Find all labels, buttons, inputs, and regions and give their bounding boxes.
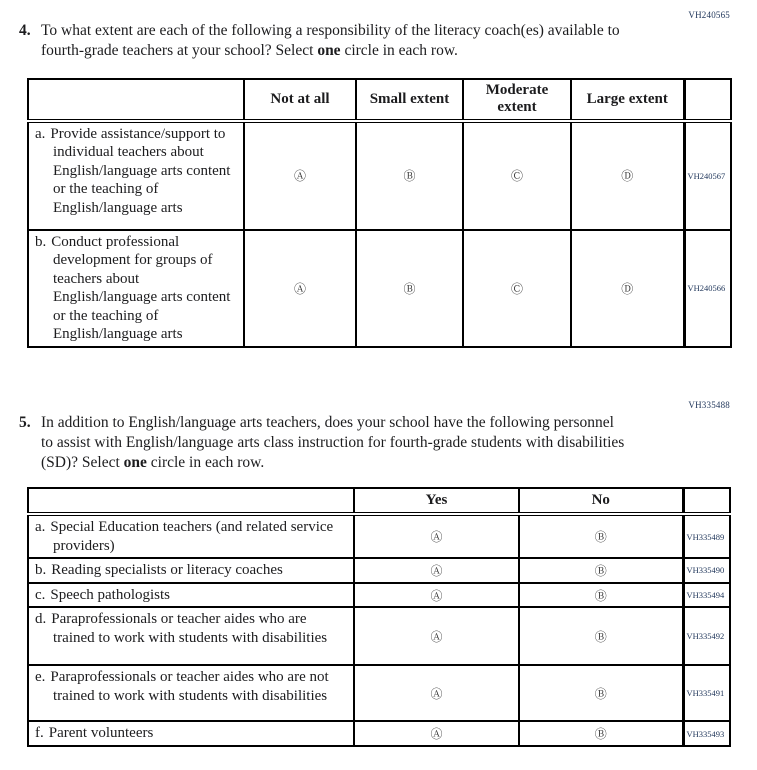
code-column-header	[684, 79, 731, 121]
question5-header-row	[28, 488, 730, 514]
row-label-text: Paraprofessionals or teacher aides who are trained to work with students with disabilities	[51, 611, 328, 646]
row-accession-code: VH335493	[683, 721, 730, 746]
row-label	[28, 121, 244, 230]
row-letter: d.	[35, 611, 47, 628]
row-label-text: Speech pathologists	[50, 586, 170, 603]
row-letter: b.	[35, 562, 47, 579]
row-accession-code: VH335491	[683, 665, 730, 721]
q5e-circle-yes[interactable]: Ⓐ	[354, 665, 519, 721]
q5f-circle-yes[interactable]: Ⓐ	[354, 721, 519, 746]
question4-row-a	[28, 121, 731, 230]
code-column-header	[683, 488, 730, 514]
q4a-circle-large-extent[interactable]: Ⓓ	[571, 121, 684, 230]
question4-text-post: circle in each row.	[340, 42, 458, 60]
question4-text-bold: one	[317, 42, 341, 60]
q4b-circle-small-extent[interactable]: Ⓑ	[356, 230, 463, 348]
question5-number: 5.	[19, 414, 31, 431]
row-label-text: Conduct professional development for groups of teachers about English/language arts content or the teaching of English/language arts	[51, 233, 231, 343]
question5-row-f	[28, 721, 730, 746]
question4-text-pre: To what extent are each of the following a responsibility of the literacy coach(es) available to fourth-grade teachers at your school? Select	[41, 22, 620, 60]
row-accession-code: VH335494	[683, 583, 730, 608]
question4-row-b	[28, 230, 731, 348]
question4-text	[41, 21, 647, 61]
question5-text	[41, 413, 627, 473]
row-label-text: Parent volunteers	[48, 725, 154, 742]
row-accession-code: VH335489	[683, 514, 730, 558]
column-header-not-at-all: Not at all	[244, 79, 356, 121]
q5e-circle-no[interactable]: Ⓑ	[519, 665, 683, 721]
question4-response-table	[27, 78, 732, 348]
question5-row-d	[28, 607, 730, 665]
row-label	[28, 514, 354, 558]
q4a-circle-small-extent[interactable]: Ⓑ	[356, 121, 463, 230]
q5c-circle-no[interactable]: Ⓑ	[519, 583, 683, 608]
row-letter: a.	[35, 125, 46, 142]
question5-row-c	[28, 583, 730, 608]
column-header-small-extent: Small extent	[356, 79, 463, 121]
row-label	[28, 558, 354, 583]
row-accession-code: VH335492	[683, 607, 730, 665]
row-label	[28, 721, 354, 746]
row-label-text: Special Education teachers (and related service providers)	[50, 519, 334, 554]
q4b-circle-moderate-extent[interactable]: Ⓒ	[463, 230, 571, 348]
question5-response-table	[27, 487, 731, 747]
question4-accession-code: VH240565	[688, 10, 730, 20]
question5-text-bold: one	[123, 454, 147, 472]
row-letter: f.	[35, 725, 44, 742]
row-label-text: Provide assistance/support to individual teachers about English/language arts content or the teaching of English/language arts	[50, 125, 231, 216]
question5-row-e	[28, 665, 730, 721]
column-header-large-extent: Large extent	[571, 79, 684, 121]
question4-number: 4.	[19, 22, 31, 39]
row-letter: c.	[35, 586, 46, 603]
row-label	[28, 230, 244, 348]
q4a-circle-moderate-extent[interactable]: Ⓒ	[463, 121, 571, 230]
row-label	[28, 665, 354, 721]
question4-header-row	[28, 79, 731, 121]
column-header-yes: Yes	[354, 488, 519, 514]
row-letter: e.	[35, 669, 46, 686]
q5c-circle-yes[interactable]: Ⓐ	[354, 583, 519, 608]
question5-accession-code: VH335488	[688, 400, 730, 410]
column-header-no: No	[519, 488, 683, 514]
question5-row-a	[28, 514, 730, 558]
question5-row-b	[28, 558, 730, 583]
question5-text-pre: In addition to English/language arts teachers, does your school have the following personnel to assist with English/language arts class instruction for fourth-grade students with disabilities (SD)? Select	[41, 414, 625, 472]
q4b-circle-large-extent[interactable]: Ⓓ	[571, 230, 684, 348]
row-accession-code: VH240567	[684, 121, 731, 230]
q5d-circle-yes[interactable]: Ⓐ	[354, 607, 519, 665]
row-accession-code: VH240566	[684, 230, 731, 348]
q5a-circle-yes[interactable]: Ⓐ	[354, 514, 519, 558]
q5b-circle-yes[interactable]: Ⓐ	[354, 558, 519, 583]
q4b-circle-not-at-all[interactable]: Ⓐ	[244, 230, 356, 348]
row-accession-code: VH335490	[683, 558, 730, 583]
q5b-circle-no[interactable]: Ⓑ	[519, 558, 683, 583]
row-label	[28, 607, 354, 665]
row-label	[28, 583, 354, 608]
column-header-moderate-extent: Moderate extent	[463, 79, 571, 121]
q5a-circle-no[interactable]: Ⓑ	[519, 514, 683, 558]
empty-corner-cell	[28, 79, 244, 121]
q5f-circle-no[interactable]: Ⓑ	[519, 721, 683, 746]
q4a-circle-not-at-all[interactable]: Ⓐ	[244, 121, 356, 230]
question4	[19, 21, 647, 61]
question5	[19, 413, 627, 473]
q5d-circle-no[interactable]: Ⓑ	[519, 607, 683, 665]
row-letter: a.	[35, 519, 46, 535]
empty-corner-cell	[28, 488, 354, 514]
question5-text-post: circle in each row.	[146, 454, 265, 472]
row-label-text: Paraprofessionals or teacher aides who are not trained to work with students with disabilities	[50, 669, 329, 704]
row-label-text: Reading specialists or literacy coaches	[51, 562, 283, 579]
row-letter: b.	[35, 233, 47, 250]
